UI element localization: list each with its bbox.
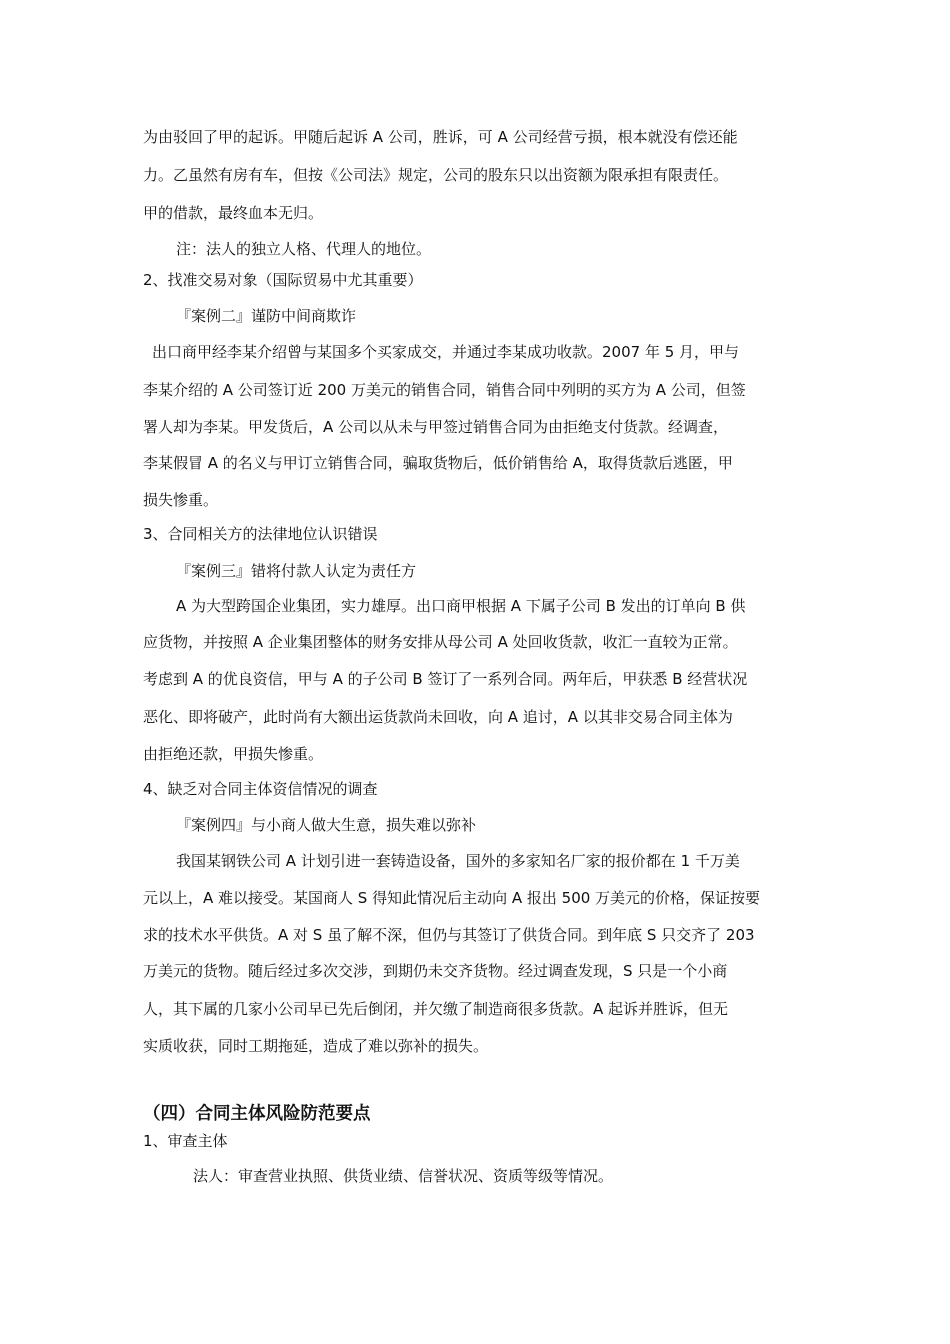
paragraph-line: 由拒绝还款，甲损失惨重。 [143, 745, 324, 763]
section-heading: （四）合同主体风险防范要点 [143, 1104, 371, 1124]
paragraph-line: 为由驳回了甲的起诉。甲随后起诉 A 公司，胜诉，可 A 公司经营亏损，根本就没有偿还能 [143, 128, 738, 146]
paragraph-line: 考虑到 A 的优良资信，甲与 A 的子公司 B 签订了一系列合同。两年后，甲获悉 B 经营状况 [143, 670, 748, 688]
paragraph-line: 力。乙虽然有房有车，但按《公司法》规定，公司的股东只以出资额为限承担有限责任。 [143, 166, 729, 184]
paragraph-line: 署人却为李某。甲发货后，A 公司以从未与甲签过销售合同为由拒绝支付货款。经调查， [143, 418, 729, 436]
paragraph-line: 人，其下属的几家小公司早已先后倒闭，并欠缴了制造商很多货款。A 起诉并胜诉，但无 [143, 1000, 729, 1018]
paragraph-line: 万美元的货物。随后经过多次交涉，到期仍未交齐货物。经过调查发现，S 只是一个小商 [143, 962, 728, 980]
case-title: 『案例二』谨防中间商欺诈 [176, 307, 357, 325]
paragraph-line: 李某介绍的 A 公司签订近 200 万美元的销售合同，销售合同中列明的买方为 A 公司，但签 [143, 381, 746, 399]
paragraph-line: 实质收获，同时工期拖延，造成了难以弥补的损失。 [143, 1037, 489, 1055]
paragraph-line: A 为大型跨国企业集团，实力雄厚。出口商甲根据 A 下属子公司 B 发出的订单向 B 供 [176, 597, 746, 615]
numbered-heading: 2、找准交易对象（国际贸易中尤其重要） [143, 271, 423, 289]
case-title: 『案例四』与小商人做大生意，损失难以弥补 [176, 816, 477, 834]
numbered-heading: 1、审查主体 [143, 1132, 228, 1150]
numbered-heading: 4、缺乏对合同主体资信情况的调查 [143, 780, 378, 798]
paragraph-line: 法人：审查营业执照、供货业绩、信誉状况、资质等级等情况。 [193, 1167, 614, 1185]
paragraph-line: 应货物，并按照 A 企业集团整体的财务安排从母公司 A 处回收货款，收汇一直较为正常。 [143, 633, 738, 651]
paragraph-line: 李某假冒 A 的名义与甲订立销售合同，骗取货物后，低价销售给 A，取得货款后逃匿，甲 [143, 454, 733, 472]
paragraph-line: 求的技术水平供货。A 对 S 虽了解不深，但仍与其签订了供货合同。到年底 S 只交齐了 203 [143, 926, 755, 944]
paragraph-line: 甲的借款，最终血本无归。 [143, 204, 324, 222]
paragraph-line: 出口商甲经李某介绍曾与某国多个买家成交，并通过李某成功收款。2007 年 5 月，甲与 [152, 343, 740, 361]
case-title: 『案例三』错将付款人认定为责任方 [176, 562, 417, 580]
note-line: 注：法人的独立人格、代理人的地位。 [176, 240, 432, 258]
paragraph-line: 恶化、即将破产，此时尚有大额出运货款尚未回收，向 A 追讨，A 以其非交易合同主体为 [143, 708, 733, 726]
paragraph-line: 我国某钢铁公司 A 计划引进一套铸造设备，国外的多家知名厂家的报价都在 1 千万美 [176, 852, 740, 870]
paragraph-line: 元以上，A 难以接受。某国商人 S 得知此情况后主动向 A 报出 500 万美元的价格，保证按要 [143, 889, 761, 907]
paragraph-line: 损失惨重。 [143, 491, 219, 509]
numbered-heading: 3、合同相关方的法律地位认识错误 [143, 525, 378, 543]
